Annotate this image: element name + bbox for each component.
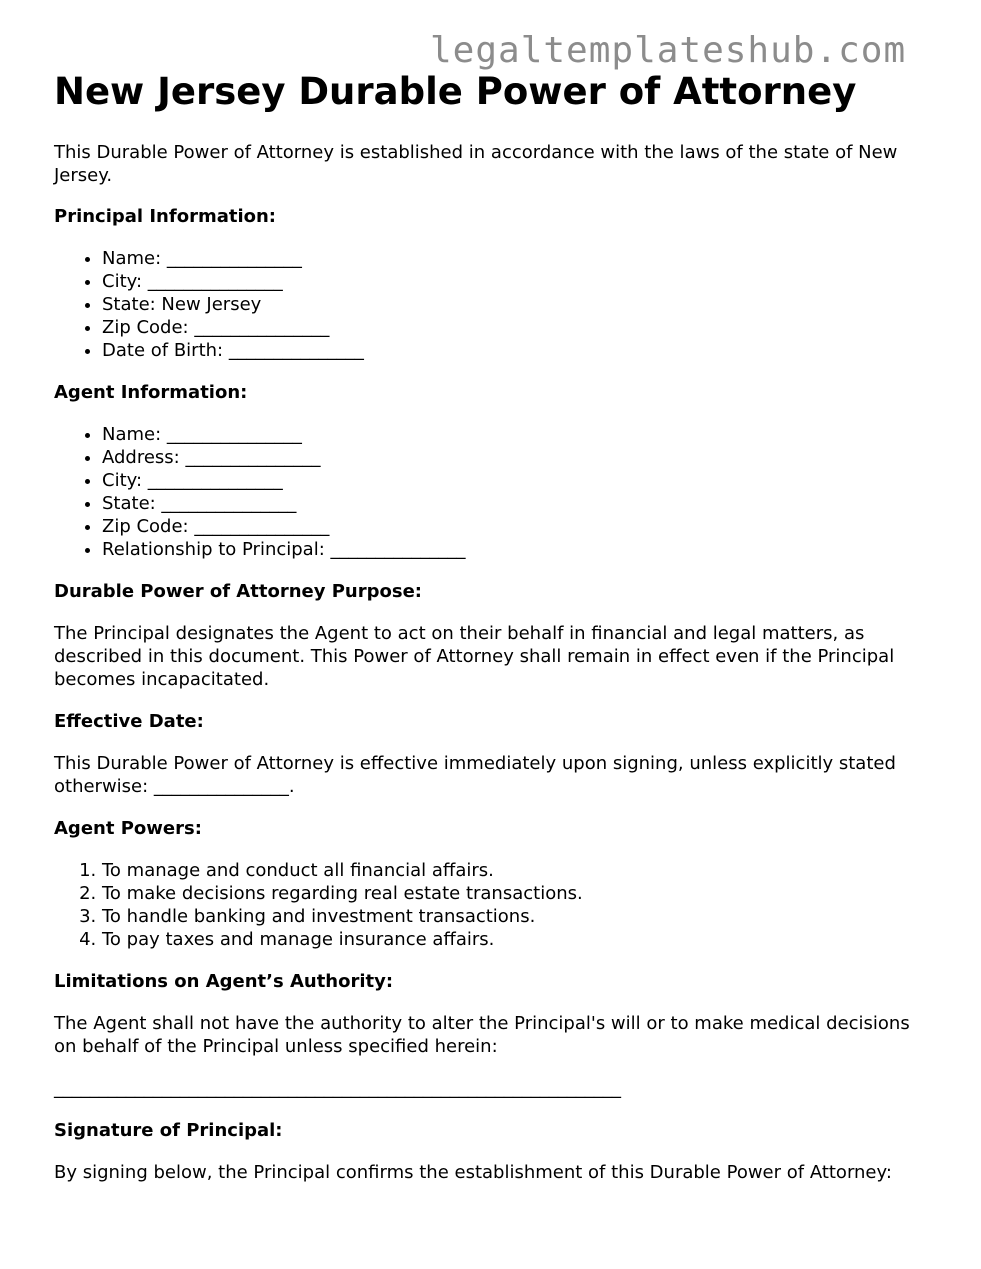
- principal-dob-item: • Date of Birth: _______________: [102, 339, 934, 362]
- agent-list: [54, 423, 934, 561]
- effective-date-heading: Effective Date:: [54, 711, 204, 732]
- agent-powers-heading: Agent Powers:: [54, 818, 202, 839]
- principal-zip-item: • Zip Code: _______________: [102, 316, 934, 339]
- agent-name-item: • Name: _______________: [102, 423, 934, 446]
- agent-heading: Agent Information:: [54, 382, 248, 403]
- signature-heading: Signature of Principal:: [54, 1120, 283, 1141]
- agent-relationship-item: • Relationship to Principal: _______________: [102, 538, 934, 561]
- document: [54, 68, 934, 1184]
- agent-state-item: • State: _______________: [102, 492, 934, 515]
- agent-power-item: 3. To handle banking and investment transactions.: [102, 905, 934, 928]
- limitations-blank-line: _______________________________________________________________: [54, 1078, 621, 1099]
- principal-name-item: • Name: _______________: [102, 247, 934, 270]
- agent-zip-item: • Zip Code: _______________: [102, 515, 934, 538]
- agent-power-item: 1. To manage and conduct all financial affairs.: [102, 859, 934, 882]
- signature-paragraph: By signing below, the Principal confirms the establishment of this Durable Power of Attorney:: [54, 1162, 892, 1183]
- intro-paragraph: This Durable Power of Attorney is established in accordance with the laws of the state of New Jersey.: [54, 142, 898, 186]
- agent-power-item: 4. To pay taxes and manage insurance affairs.: [102, 928, 934, 951]
- watermark: legaltemplateshub.com: [430, 30, 907, 71]
- limitations-heading: Limitations on Agent’s Authority:: [54, 971, 394, 992]
- agent-power-item: 2. To make decisions regarding real estate transactions.: [102, 882, 934, 905]
- agent-address-item: • Address: _______________: [102, 446, 934, 469]
- agent-powers-list: [54, 859, 934, 951]
- agent-city-item: • City: _______________: [102, 469, 934, 492]
- principal-list: [54, 247, 934, 362]
- purpose-heading: Durable Power of Attorney Purpose:: [54, 581, 422, 602]
- effective-date-paragraph: This Durable Power of Attorney is effective immediately upon signing, unless explicitly stated otherwise: _______________.: [54, 753, 896, 797]
- document-title: New Jersey Durable Power of Attorney: [54, 70, 857, 113]
- principal-city-item: • City: _______________: [102, 270, 934, 293]
- limitations-paragraph: The Agent shall not have the authority to alter the Principal's will or to make medical decisions on behalf of the Principal unless specified herein:: [54, 1013, 910, 1057]
- principal-heading: Principal Information:: [54, 206, 277, 227]
- principal-state-item: • State: New Jersey: [102, 293, 934, 316]
- purpose-paragraph: The Principal designates the Agent to act on their behalf in financial and legal matters, as described in this document. This Power of Attorney shall remain in effect even if the Principal becomes incapacitated.: [54, 623, 895, 690]
